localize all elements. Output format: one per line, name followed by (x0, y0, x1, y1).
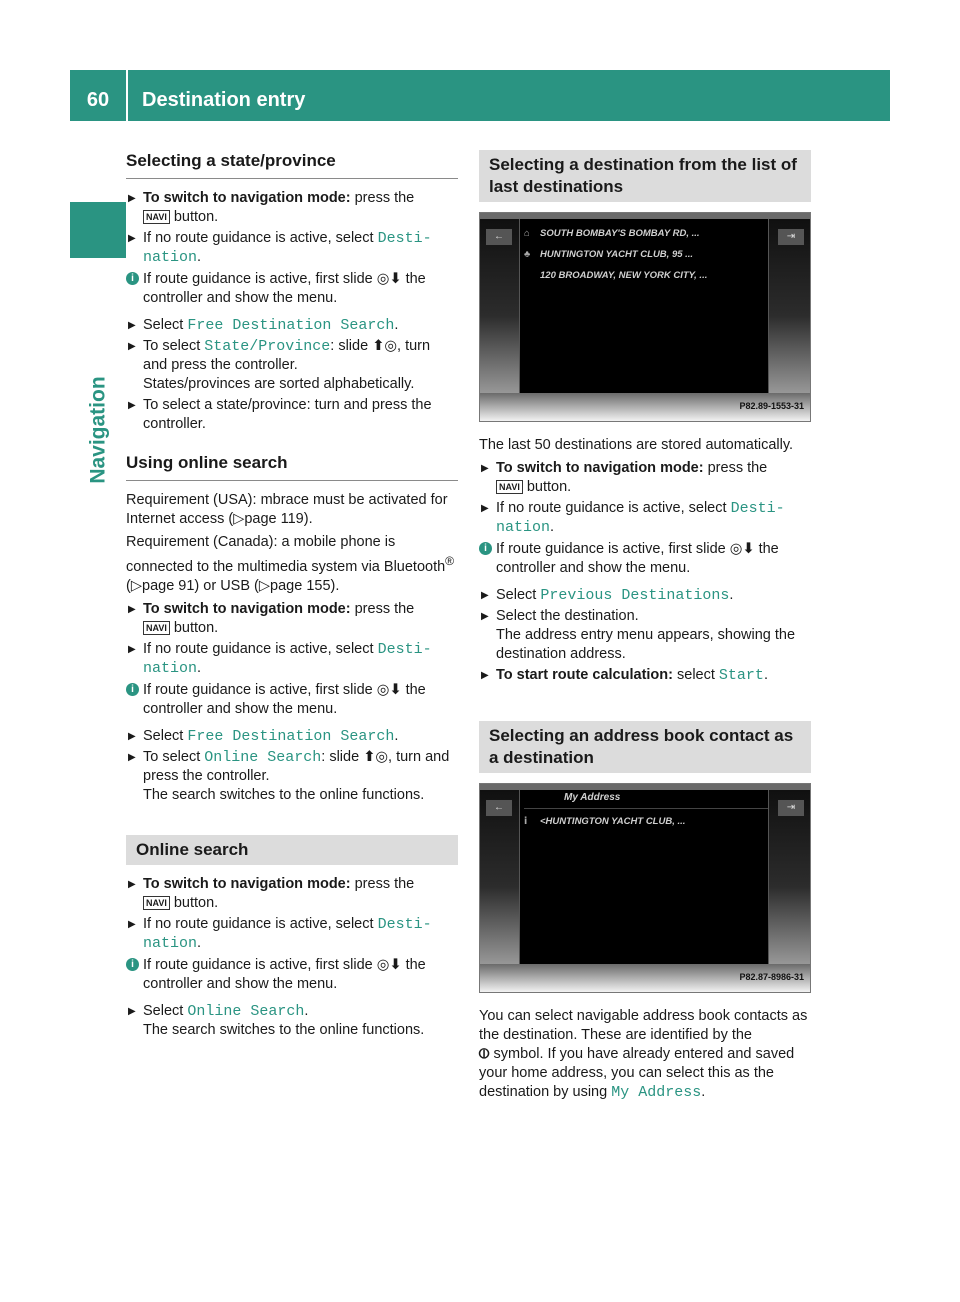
navi-key-icon: NAVI (496, 480, 523, 494)
screen-image-my-address (479, 783, 811, 993)
step: ▶ Select the destination. The address entry menu appears, showing the destination address. (479, 607, 811, 664)
section-title: Using online search (126, 452, 458, 481)
paragraph: The last 50 destinations are stored automatically. (479, 437, 794, 453)
menu-item-previous-destinations: Previous Destinations (540, 587, 730, 604)
back-icon: ← (486, 800, 512, 816)
navigable-location-icon: ⦶ (479, 1046, 490, 1062)
menu-item-destination: Desti‐ nation (143, 230, 432, 266)
menu-item-destination: Desti‐ nation (143, 640, 432, 677)
step: ▶ To switch to navigation mode: press the NAVI button. (126, 600, 458, 638)
side-tab (70, 202, 126, 258)
info-icon: i (126, 958, 139, 971)
step: ▶ Select Previous Destinations. (479, 586, 811, 605)
menu-item-destination: Desti‐ nation (143, 915, 432, 952)
section-title: Selecting an address book contact as a destination (479, 721, 811, 773)
step: ▶ If no route guidance is active, select Desti‐ nation. (126, 229, 458, 267)
destination-list (524, 223, 768, 286)
left-column (126, 150, 458, 1042)
screen-image-last-destinations (479, 212, 811, 422)
paragraph: Requirement (Canada): a mobile phone is connected to the multimedia system via Bluetooth® (▷page 91) or USB (▷page 155). (126, 534, 455, 594)
screen-title: My Address (524, 788, 768, 809)
poi-icon: ♣ (524, 249, 531, 260)
navi-key-icon: NAVI (143, 621, 170, 635)
step: ▶ If no route guidance is active, select Desti‐ nation. (126, 640, 458, 678)
step: ▶ Select Online Search. The search switches to the online functions. (126, 1002, 458, 1040)
step: ▶ To start route calculation: select Start. (479, 666, 811, 685)
info-icon: i (479, 542, 492, 555)
step: ▶ To select a state/province: turn and press the controller. (126, 396, 458, 434)
menu-item-free-destination-search: Free Destination Search (187, 727, 395, 745)
controller-slide-down-icon: ◎⬇ (729, 541, 755, 557)
section-title: Selecting a destination from the list of last destinations (479, 150, 811, 202)
info-icon: i (126, 272, 139, 285)
info-icon: i (126, 683, 139, 696)
controller-slide-down-icon: ◎⬇ (376, 956, 402, 973)
menu-item-online-search: Online Search (204, 748, 322, 766)
section-title: Selecting a state/province (126, 150, 458, 179)
list-item: ♣ HUNTINGTON YACHT CLUB, 95 ... (524, 244, 768, 265)
contact-icon: ⅰ (524, 816, 528, 827)
page-ref-icon: ▷ (233, 511, 245, 527)
controller-slide-up-icon: ⬆◎ (363, 748, 389, 765)
info-note: i If route guidance is active, first slide ◎⬇ the controller and show the menu. (126, 681, 458, 719)
page-ref-icon: ▷ (130, 577, 142, 594)
exit-icon: ⇥ (778, 229, 804, 245)
address-list (524, 788, 768, 832)
info-note: i If route guidance is active, first slide ◎⬇ the controller and show the menu. (126, 270, 458, 308)
navi-key-icon: NAVI (143, 210, 170, 224)
back-icon: ← (486, 229, 512, 245)
step: ▶ Select Free Destination Search. (126, 316, 458, 335)
menu-item-start: Start (718, 667, 764, 684)
page-ref-icon: ▷ (258, 577, 271, 594)
menu-item-my-address: My Address (611, 1084, 702, 1101)
menu-item-online-search: Online Search (187, 1002, 305, 1020)
image-code: P82.89-1553-31 (739, 401, 804, 411)
page-number: 60 (86, 89, 110, 111)
controller-slide-up-icon: ⬆◎ (372, 338, 398, 354)
paragraph: Requirement (USA): mbrace must be activated for Internet access (▷page 119). (126, 492, 448, 527)
menu-item-free-destination-search: Free Destination Search (187, 317, 395, 334)
menu-item-destination: Desti‐ nation (496, 500, 785, 536)
section-title: Online search (126, 835, 458, 865)
info-note: i If route guidance is active, first slide ◎⬇ the controller and show the menu. (126, 956, 458, 994)
side-tab-label: Navigation (86, 376, 110, 484)
list-item: ⅰ <HUNTINGTON YACHT CLUB, ... (524, 811, 768, 832)
step: ▶ To select State/Province: slide ⬆◎, turn and press the controller. States/provinces are sorted alphabetically. (126, 337, 458, 394)
image-code: P82.87-8986-31 (739, 972, 804, 982)
navi-key-icon: NAVI (143, 896, 170, 910)
list-item: ⌂ SOUTH BOMBAY'S BOMBAY RD, ... (524, 223, 768, 244)
list-item: 120 BROADWAY, NEW YORK CITY, ... (540, 270, 708, 281)
menu-item-state-province: State/Province (204, 338, 331, 355)
page-title: Destination entry (142, 89, 306, 111)
home-icon: ⌂ (524, 228, 530, 239)
step: ▶ If no route guidance is active, select Desti‐ nation. (126, 915, 458, 953)
controller-slide-down-icon: ◎⬇ (376, 681, 402, 698)
step: ▶ To switch to navigation mode: press the NAVI button. (126, 189, 458, 227)
step: ▶ Select Free Destination Search. (126, 727, 458, 746)
exit-icon: ⇥ (778, 800, 804, 816)
paragraph: You can select navigable address book contacts as the destination. These are identified by the ⦶ symbol. If you have already entered and saved your home address, you can select this as the destination by using My Address. (479, 1008, 808, 1101)
step: ▶ To switch to navigation mode: press the NAVI button. (479, 459, 811, 497)
step: ▶ If no route guidance is active, select Desti‐ nation. (479, 499, 811, 537)
controller-slide-down-icon: ◎⬇ (376, 271, 402, 287)
step: ▶ To switch to navigation mode: press the NAVI button. (126, 875, 458, 913)
step: ▶ To select Online Search: slide ⬆◎, turn and press the controller. The search switches to the online functions. (126, 748, 458, 805)
header-divider (126, 70, 128, 121)
right-column (479, 150, 811, 1106)
info-note: i If route guidance is active, first slide ◎⬇ the controller and show the menu. (479, 540, 811, 578)
